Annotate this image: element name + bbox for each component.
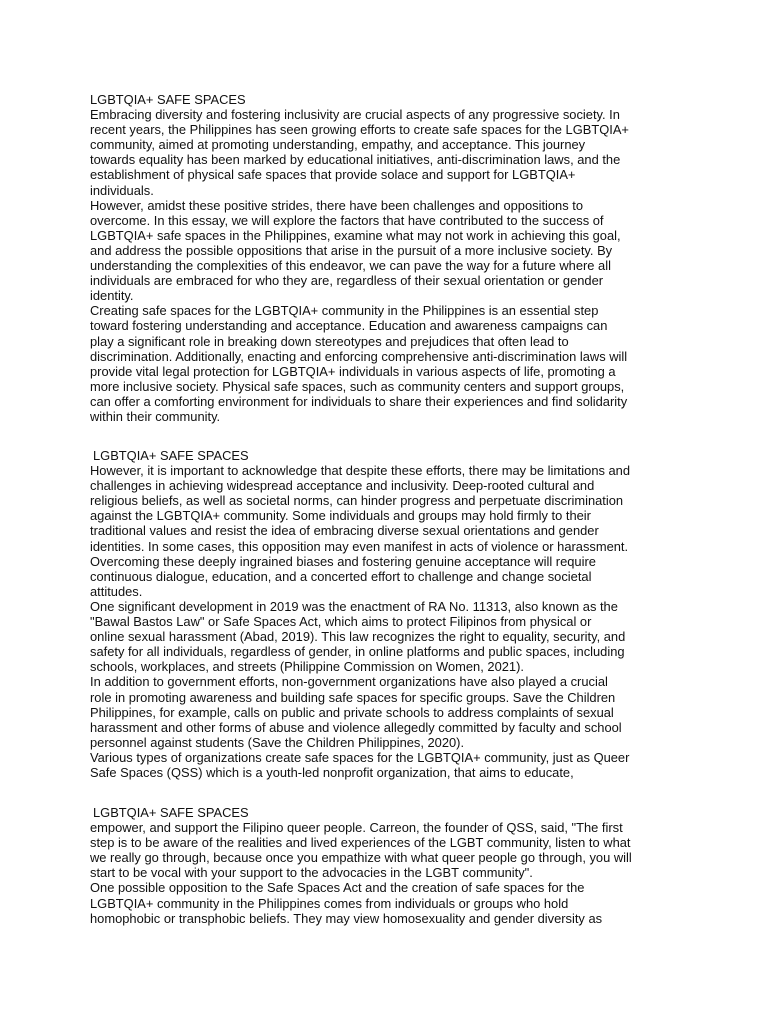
paragraph-line: individuals are embraced for who they are, regardless of their sexual orientation or gender: [90, 273, 604, 289]
document-section: [90, 448, 690, 780]
paragraph-line: Creating safe spaces for the LGBTQIA+ community in the Philippines is an essential step: [90, 303, 599, 319]
paragraph-line: more inclusive society. Physical safe spaces, such as community centers and support groups,: [90, 378, 625, 394]
paragraph-line: recent years, the Philippines has seen growing efforts to create safe spaces for the LGBTQIA+: [90, 122, 629, 138]
paragraph-line: empower, and support the Filipino queer people. Carreon, the founder of QSS, said, "The first: [90, 820, 623, 836]
paragraph-line: provide vital legal protection for LGBTQIA+ individuals in various aspects of life, promoting a: [90, 363, 616, 379]
paragraph-line: toward fostering understanding and acceptance. Education and awareness campaigns can: [90, 318, 608, 334]
document-section: [90, 92, 690, 424]
paragraph-line: safety for all individuals, regardless of gender, in online platforms and public spaces, including: [90, 644, 625, 660]
paragraph-line: LGBTQIA+ community in the Philippines comes from individuals or groups who hold: [90, 895, 569, 911]
paragraph-line: One possible opposition to the Safe Spaces Act and the creation of safe spaces for the: [90, 880, 585, 896]
paragraph-line: overcome. In this essay, we will explore the factors that have contributed to the success of: [90, 212, 604, 228]
paragraph-line: individuals.: [90, 182, 154, 198]
paragraph-line: One significant development in 2019 was the enactment of RA No. 11313, also known as the: [90, 598, 618, 614]
paragraph-line: schools, workplaces, and streets (Philippine Commission on Women, 2021).: [90, 659, 524, 675]
paragraph-line: online sexual harassment (Abad, 2019). This law recognizes the right to equality, security, and: [90, 629, 626, 645]
paragraph-line: Safe Spaces (QSS) which is a youth-led nonprofit organization, that aims to educate,: [90, 764, 574, 780]
paragraph-line: Overcoming these deeply ingrained biases and fostering genuine acceptance will require: [90, 553, 596, 569]
paragraph-line: Philippines, for example, calls on public and private schools to address complaints of sexual: [90, 704, 614, 720]
paragraph-line: community, aimed at promoting understanding, empathy, and acceptance. This journey: [90, 137, 586, 153]
paragraph-line: personnel against students (Save the Children Philippines, 2020).: [90, 734, 465, 750]
paragraph-line: LGBTQIA+ safe spaces in the Philippines, examine what may not work in achieving this goal,: [90, 227, 621, 243]
paragraph-line: step is to be aware of the realities and lived experiences of the LGBT community, listen to what: [90, 835, 631, 851]
document-section: [90, 805, 690, 926]
paragraph-line: establishment of physical safe spaces that provide solace and support for LGBTQIA+: [90, 167, 576, 183]
paragraph-line: against the LGBTQIA+ community. Some individuals and groups may hold firmly to their: [90, 508, 591, 524]
paragraph-line: religious beliefs, as well as societal norms, can hinder progress and perpetuate discrimination: [90, 493, 624, 509]
paragraph-line: discrimination. Additionally, enacting and enforcing comprehensive anti-discrimination laws will: [90, 348, 628, 364]
paragraph-line: identity.: [90, 288, 134, 304]
paragraph-line: challenges in achieving widespread acceptance and inclusivity. Deep-rooted cultural and: [90, 478, 595, 494]
paragraph-line: In addition to government efforts, non-government organizations have also played a crucial: [90, 674, 608, 690]
paragraph-line: start to be vocal with your support to the advocacies in the LGBT community".: [90, 865, 533, 881]
paragraph-line: attitudes.: [90, 583, 143, 599]
paragraph-line: homophobic or transphobic beliefs. They may view homosexuality and gender diversity as: [90, 910, 603, 926]
paragraph-line: "Bawal Bastos Law" or Safe Spaces Act, which aims to protect Filipinos from physical or: [90, 614, 592, 630]
paragraph-line: harassment and other forms of abuse and violence allegedly committed by faculty and school: [90, 719, 622, 735]
paragraph-line: role in promoting awareness and building safe spaces for specific groups. Save the Children: [90, 689, 616, 705]
paragraph-line: and address the possible oppositions that arise in the pursuit of a more inclusive society. By: [90, 242, 613, 258]
section-heading: LGBTQIA+ SAFE SPACES: [93, 448, 249, 463]
paragraph-line: Various types of organizations create safe spaces for the LGBTQIA+ community, just as Queer: [90, 749, 630, 765]
paragraph-line: continuous dialogue, education, and a concerted effort to challenge and change societal: [90, 568, 592, 584]
paragraph-line: identities. In some cases, this opposition may even manifest in acts of violence or harassment.: [90, 538, 629, 554]
paragraph-line: Embracing diversity and fostering inclusivity are crucial aspects of any progressive society. In: [90, 107, 620, 123]
paragraph-line: towards equality has been marked by educational initiatives, anti-discrimination laws, and the: [90, 152, 621, 168]
paragraph-line: However, amidst these positive strides, there have been challenges and oppositions to: [90, 197, 584, 213]
paragraph-line: within their community.: [90, 408, 221, 424]
section-heading: LGBTQIA+ SAFE SPACES: [93, 805, 249, 820]
paragraph-line: However, it is important to acknowledge that despite these efforts, there may be limitations and: [90, 463, 631, 479]
paragraph-line: we really go through, because once you empathize with what queer people go through, you will: [90, 850, 632, 866]
section-heading: LGBTQIA+ SAFE SPACES: [90, 92, 246, 107]
paragraph-line: understanding the complexities of this endeavor, we can pave the way for a future where all: [90, 258, 611, 274]
paragraph-line: can offer a comforting environment for individuals to share their experiences and find solidarity: [90, 393, 628, 409]
paragraph-line: play a significant role in breaking down stereotypes and prejudices that often lead to: [90, 333, 569, 349]
paragraph-line: traditional values and resist the idea of embracing diverse sexual orientations and gender: [90, 523, 599, 539]
